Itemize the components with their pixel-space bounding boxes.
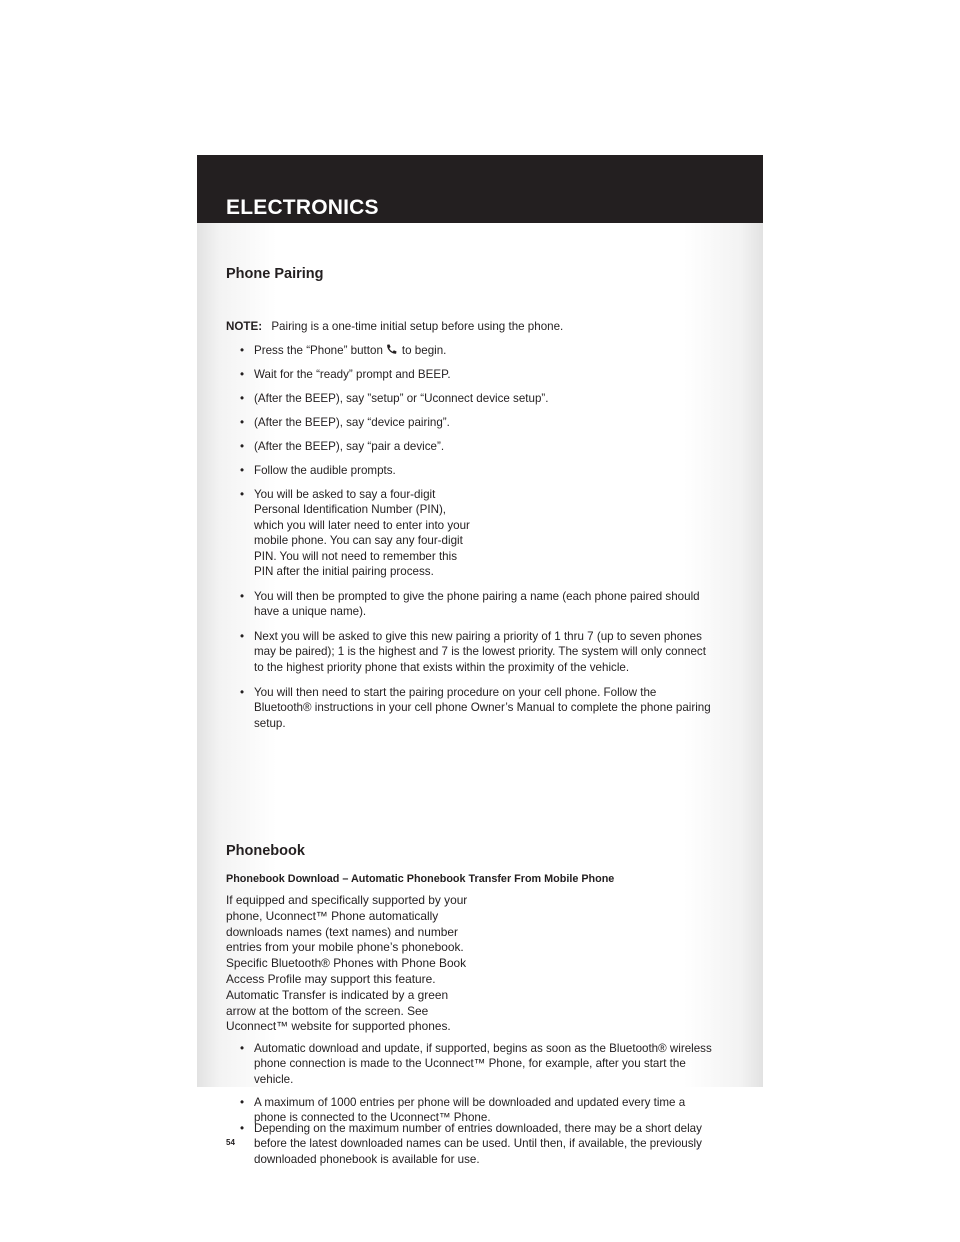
section-title: ELECTRONICS (226, 196, 379, 219)
step-press-phone-button: • Press the “Phone” button to begin. (240, 343, 754, 359)
phone-icon (386, 344, 398, 359)
step-say-setup: • (After the BEEP), say ”setup” or “Uconnect device setup”. (240, 391, 754, 406)
step-say-pair-device: • (After the BEEP), say “pair a device”. (240, 439, 754, 454)
step-start-procedure: • You will then need to start the pairing procedure on your cell phone. Follow the Bluetooth® instructions in your cell phone Owner’s Manual to complete the phone pairing setup. (240, 685, 754, 731)
step-say-device-pairing: • (After the BEEP), say “device pairing”. (240, 415, 754, 430)
pairing-note (226, 319, 563, 334)
note-text: Pairing is a one-time initial setup before using the phone. (271, 320, 564, 333)
phonebook-bullet-delay: • Depending on the maximum number of entries downloaded, there may be a short delay before the latest downloaded names can be used. Until then, if available, the previously downloaded phonebook is available for use. (240, 1121, 754, 1167)
phonebook-bullet-auto-download: • Automatic download and update, if supported, begins as soon as the Bluetooth® wireless phone connection is made to the Uconnect™ Phone, for example, after you start the vehicle. (240, 1041, 754, 1087)
note-label: NOTE: (226, 320, 263, 333)
phonebook-paragraph: If equipped and specifically supported by your phone, Uconnect™ Phone automatically downloads names (text names) and number entries from your mobile phone’s phonebook. Specific Bluetooth® Phones with Phone Book Access Profile may support this feature. Automatic Transfer is indicated by a green arrow at the bottom of the screen. See Uconnect™ website for supported phones. (226, 893, 468, 1034)
step-say-pin: • You will be asked to say a four-digit Personal Identification Number (PIN), which you will later need to enter into your mobile phone. You can say any four-digit PIN. You will not need to remember this PIN after the initial pairing process. (240, 487, 516, 579)
section-header-bar (197, 155, 763, 223)
step-follow-prompts: • Follow the audible prompts. (240, 463, 754, 478)
step-wait-ready: • Wait for the “ready” prompt and BEEP. (240, 367, 754, 382)
phonebook-heading: Phonebook (226, 843, 305, 859)
step-name-pairing: • You will then be prompted to give the phone pairing a name (each phone paired should have a unique name). (240, 589, 754, 620)
step-set-priority: • Next you will be asked to give this new pairing a priority of 1 thru 7 (up to seven phones may be paired); 1 is the highest and 7 is the lowest priority. The system will only connect to the highest priority phone that exists within the proximity of the vehicle. (240, 629, 754, 675)
phonebook-subheading: Phonebook Download – Automatic Phonebook Transfer From Mobile Phone (226, 873, 615, 885)
page-number: 54 (226, 1138, 235, 1147)
phonebook-bullet-max-entries: • A maximum of 1000 entries per phone will be downloaded and updated every time a phone is connected to the Uconnect™ Phone. (240, 1095, 754, 1126)
phone-pairing-heading: Phone Pairing (226, 266, 324, 282)
